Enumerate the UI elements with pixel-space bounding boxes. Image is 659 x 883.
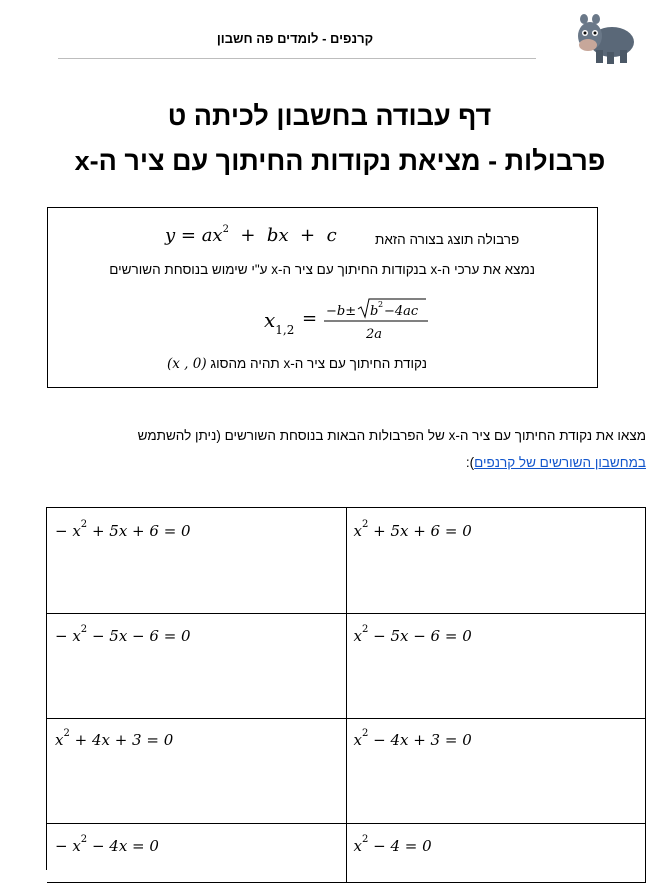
- exercise-cell[interactable]: [47, 823, 347, 883]
- exercise-grid: [46, 507, 646, 870]
- exercise-equation: − $x^2 - 5x - 6 = 0$: [55, 623, 191, 645]
- intersection-point-label: נקודת החיתוך עם ציר ה-x תהיה מהסוג: [210, 356, 427, 371]
- roots-calculator-link[interactable]: במחשבון השורשים של קרנפים: [474, 455, 646, 470]
- exercise-equation: $x^2 - 4x + 3 = 0$: [353, 728, 472, 749]
- general-form-label: פרבולה תוצג בצורה הזאת: [375, 232, 520, 247]
- header-divider: [58, 58, 536, 59]
- exercise-cell[interactable]: [47, 717, 347, 824]
- exercise-cell[interactable]: [346, 613, 646, 719]
- exercise-cell[interactable]: [346, 823, 646, 883]
- svg-text:b: b: [370, 304, 379, 319]
- instructions-text: מצאו את נקודת החיתוך עם ציר ה-x של הפרבולות הבאות בנוסחת השורשים (ניתן להשתמש: [137, 428, 646, 443]
- exercise-cell[interactable]: [346, 717, 646, 824]
- svg-text:2a: 2a: [366, 327, 383, 342]
- svg-text:−4ac: −4ac: [384, 304, 419, 319]
- general-form-equation: $y = ax^2$ + bx + c: [165, 224, 337, 246]
- page-subtitle: פרבולות - מציאת נקודות החיתוך עם ציר ה-x: [74, 146, 606, 176]
- intersection-point-form: (x , 0): [167, 356, 207, 372]
- exercise-cell[interactable]: [47, 508, 347, 614]
- exercise-cell[interactable]: [346, 508, 646, 614]
- exercise-equation: − $x^2 + 5x + 6 = 0$: [55, 519, 191, 540]
- svg-text:−b±: −b±: [326, 304, 357, 319]
- exercise-equation: $x^2 + 4x + 3 = 0$: [55, 728, 174, 749]
- roots-instruction: נמצא את ערכי ה-x בנקודות החיתוך עם ציר ה-x ע"י שימוש בנוסחת השורשים: [109, 262, 535, 277]
- instructions-suffix: ):: [465, 455, 475, 470]
- exercise-cell[interactable]: [47, 613, 347, 719]
- exercise-equation: $x^2 - 5x - 6 = 0$: [353, 623, 472, 645]
- exercise-instructions: [60, 422, 646, 476]
- page-title: דף עבודה בחשבון לכיתה ט: [167, 101, 492, 131]
- quadratic-formula: $x_{1,2}$ = −b± b 2 −4ac 2a: [264, 298, 444, 348]
- exercise-equation: $x^2 + 5x + 6 = 0$: [353, 519, 472, 540]
- hippo-logo-icon: [574, 12, 638, 66]
- svg-text:2: 2: [378, 300, 384, 309]
- site-header-text: קרנפים - לומדים פה חשבון: [216, 31, 374, 46]
- exercise-equation: $x^2 - 4 = 0$: [353, 833, 432, 855]
- exercise-equation: − $x^2 - 4x = 0$: [55, 833, 159, 855]
- intersection-point-note: [60, 356, 534, 372]
